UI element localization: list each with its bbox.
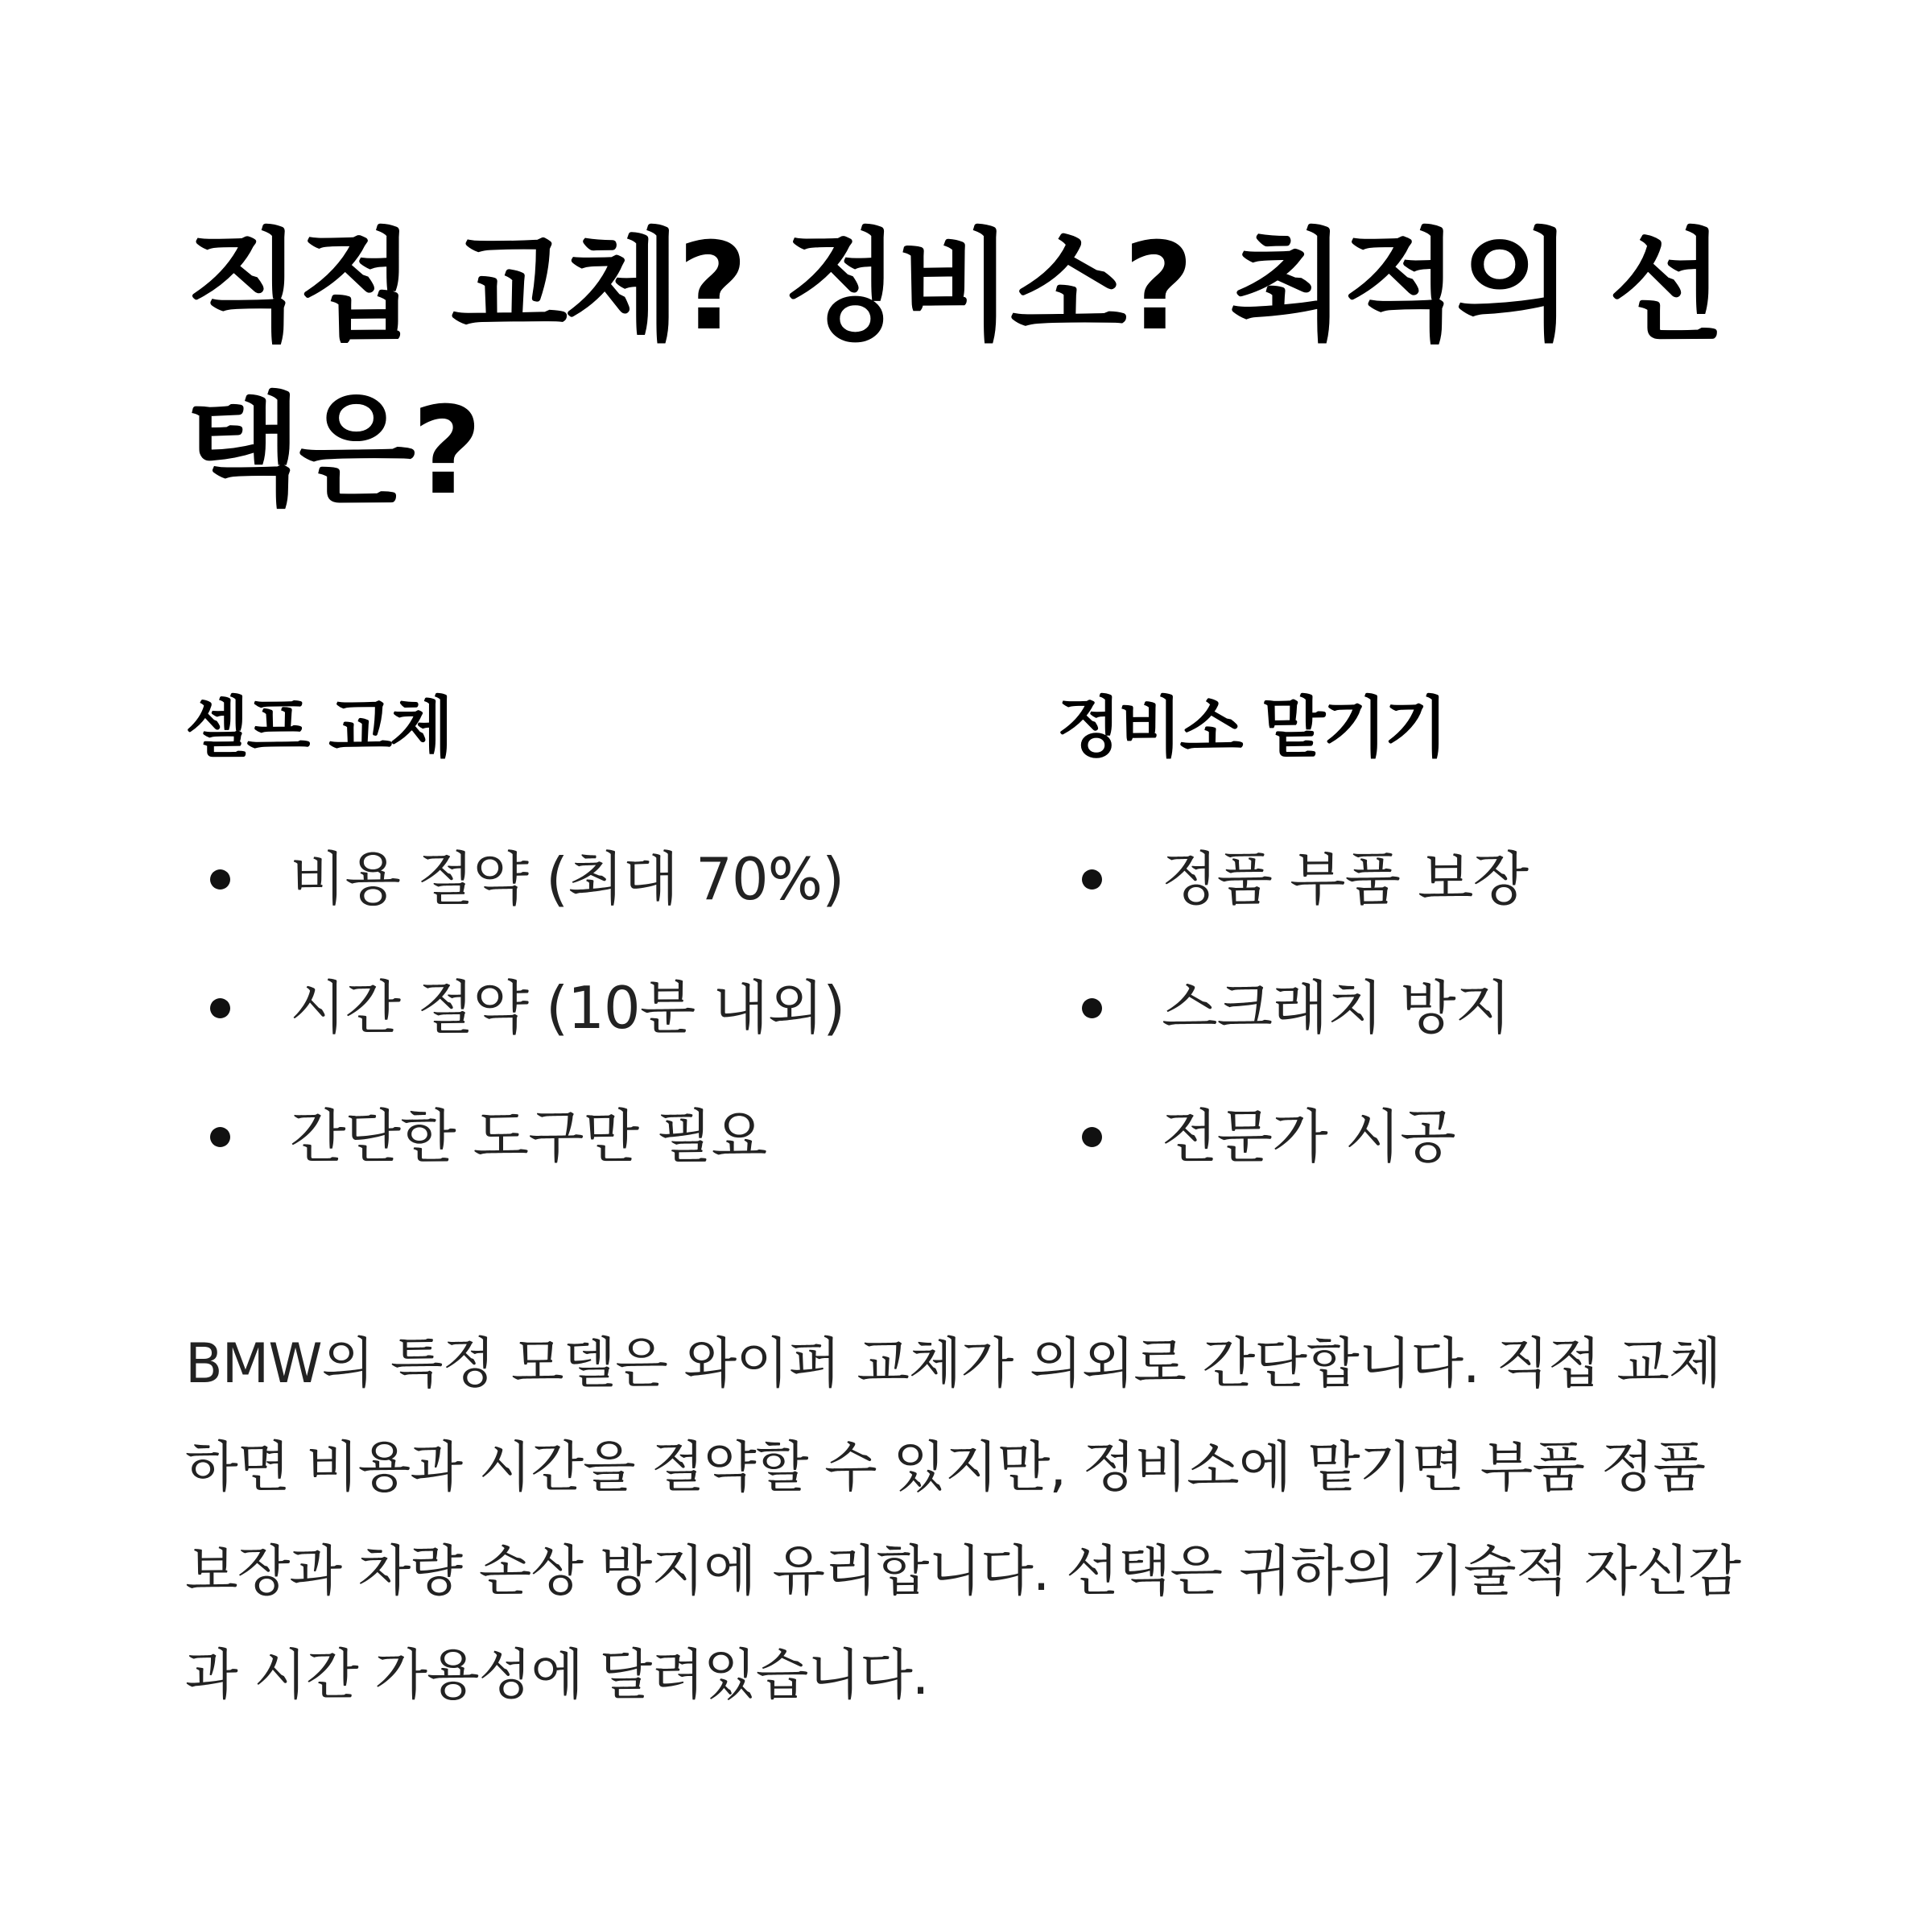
self-benefits-list <box>185 827 910 1213</box>
self-replacement-column <box>185 676 910 1213</box>
bullet-icon <box>1082 998 1102 1018</box>
page <box>185 0 1763 1932</box>
body-paragraph: BMW의 특정 모델은 와이퍼 교체가 의외로 간단합니다. 직접 교체하면 비용과 시간을 절약할 수 있지만, 정비소에 맡기면 부품 정품 보장과 차량 손상 방지에 유리합니다. 선택은 귀하의 기술적 자신감과 시간 가용성에 달려있습니다. <box>185 1332 1741 1707</box>
page-title: 직접 교체? 정비소? 최적의 선택은? <box>185 217 1722 522</box>
column-heading-service: 정비소 맡기기 <box>1057 690 1446 766</box>
column-heading-self: 셀프 교체 <box>185 690 452 766</box>
service-benefits-list <box>1057 827 1781 1213</box>
bullet-icon <box>210 1127 230 1147</box>
list-item-text: 간단한 도구만 필요 <box>290 1103 767 1170</box>
list-item-text: 시간 절약 (10분 내외) <box>290 974 845 1042</box>
list-item <box>1057 956 1781 1084</box>
list-item <box>185 1084 910 1213</box>
list-item <box>1057 827 1781 956</box>
list-item-text: 전문가 시공 <box>1162 1103 1455 1170</box>
list-item <box>185 827 910 956</box>
list-item-text: 비용 절약 (최대 70%) <box>290 845 844 913</box>
service-center-column <box>1057 676 1781 1213</box>
bullet-icon <box>210 998 230 1018</box>
list-item-text: 스크래치 방지 <box>1162 974 1511 1042</box>
list-item <box>1057 1084 1781 1213</box>
bullet-icon <box>210 869 230 890</box>
list-item-text: 정품 부품 보장 <box>1162 845 1529 913</box>
bullet-icon <box>1082 869 1102 890</box>
bullet-icon <box>1082 1127 1102 1147</box>
list-item <box>185 956 910 1084</box>
